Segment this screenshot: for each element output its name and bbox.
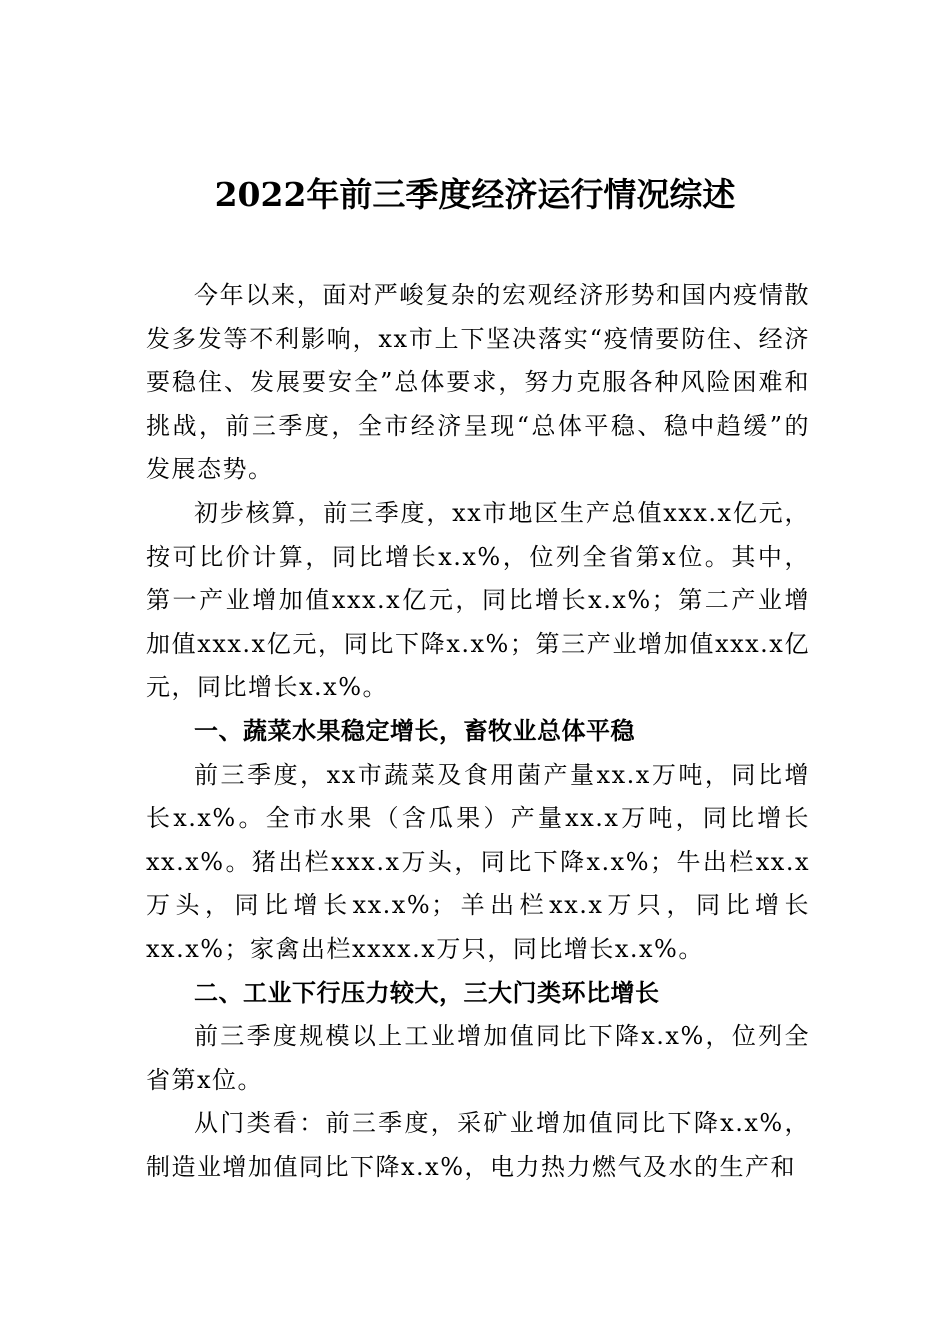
paragraph-agriculture: 前三季度，xx市蔬菜及食用菌产量xx.x万吨，同比增长x.x%。全市水果（含瓜果）产量xx.x万吨，同比增长xx.x%。猪出栏xxx.x万头，同比下降x.x%；牛出栏xx.x万头，同比增长xx.x%；羊出栏xx.x万只，同比增长xx.x%；家禽出栏xxxx.x万只，同比增长x.x%。 [146,760,810,963]
section-heading-agriculture: 一、蔬菜水果稳定增长，畜牧业总体平稳 [194,716,635,745]
paragraph-industry-summary: 前三季度规模以上工业增加值同比下降x.x%，位列全省第x位。 [146,1022,810,1094]
document-body [146,274,810,1189]
section-heading-industry: 二、工业下行压力较大，三大门类环比增长 [194,978,660,1007]
paragraph-industry-categories: 从门类看：前三季度，采矿业增加值同比下降x.x%，制造业增加值同比下降x.x%，电力热力燃气及水的生产和 [146,1109,810,1181]
paragraph-overview: 今年以来，面对严峻复杂的宏观经济形势和国内疫情散发多发等不利影响，xx市上下坚决落实“疫情要防住、经济要稳住、发展要安全”总体要求，努力克服各种风险困难和挑战，前三季度，全市经济呈现“总体平稳、稳中趋缓”的发展态势。 [146,281,810,484]
paragraph-gdp: 初步核算，前三季度，xx市地区生产总值xxx.x亿元，按可比价计算，同比增长x.x%，位列全省第x位。其中，第一产业增加值xxx.x亿元，同比增长x.x%；第二产业增加值xxx.x亿元，同比下降x.x%；第三产业增加值xxx.x亿元，同比增长x.x%。 [146,498,810,702]
document-title: 2022年前三季度经济运行情况综述 [214,175,736,214]
